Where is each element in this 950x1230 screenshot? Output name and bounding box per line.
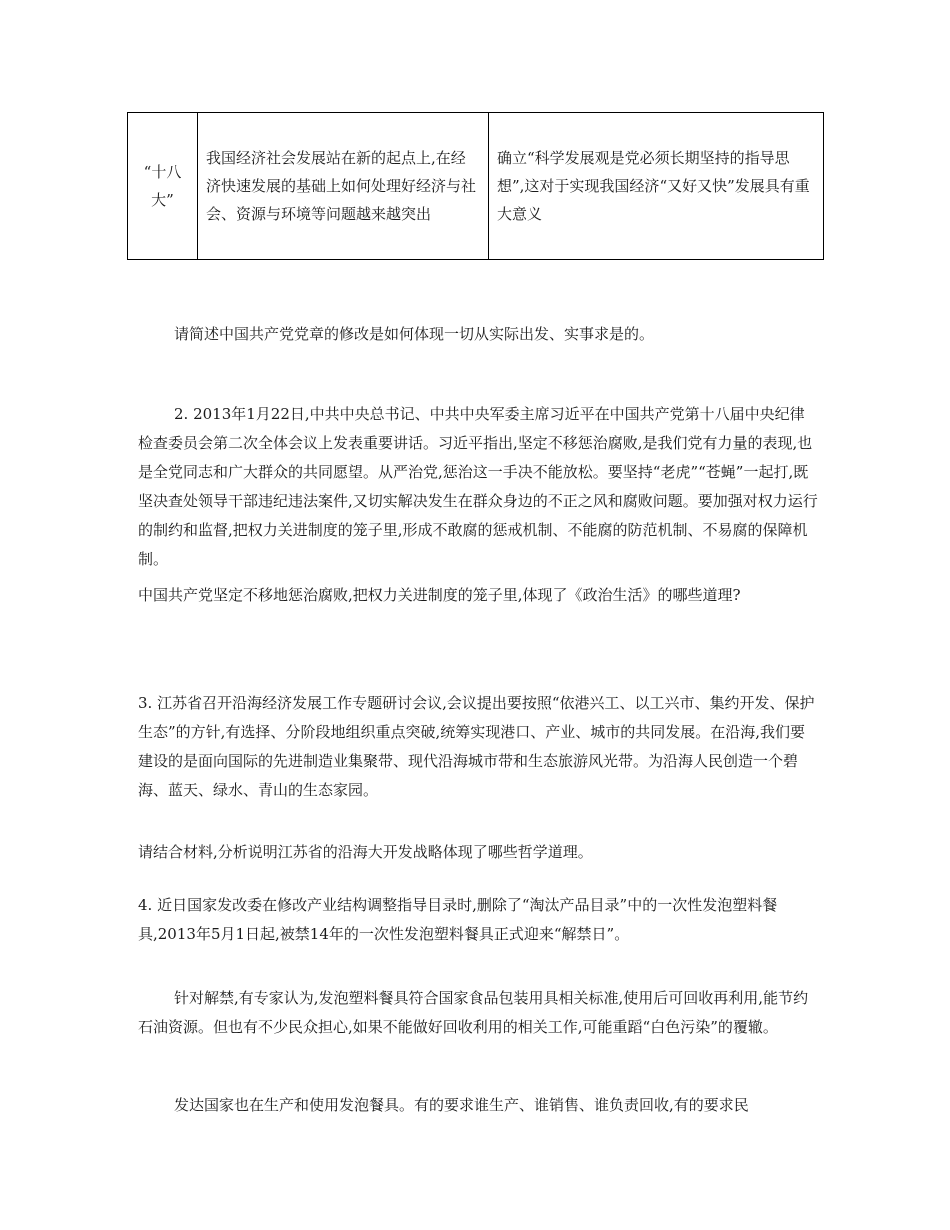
table-cell-period: “十八大”: [128, 113, 198, 260]
table-row: [128, 113, 824, 260]
question-3-text: 请结合材料,分析说明江苏省的沿海大开发战略体现了哪些哲学道理。: [138, 843, 593, 861]
question-1-text: 请简述中国共产党党章的修改是如何体现一切从实际出发、实事求是的。: [174, 325, 655, 343]
question-3-material: 3. 江苏省召开沿海经济发展工作专题研讨会议,会议提出要按照“依港兴工、以工兴市、集约开发、保护生态”的方针,有选择、分阶段地组织重点突破,统筹实现港口、产业、城市的共同发展。在沿海,我们要建设的是面向国际的先进制造业集聚带、现代沿海城市带和生态旅游风光带。为沿海人民创造一个碧海、蓝天、绿水、青山的生态家园。: [138, 694, 815, 799]
table-cell-significance: 确立“科学发展观是党必须长期坚持的指导思想”,这对于实现我国经济“又好又快”发展具有重大意义: [489, 113, 824, 260]
policy-table: [127, 112, 824, 260]
question-4-paragraph-3: 发达国家也在生产和使用发泡餐具。有的要求谁生产、谁销售、谁负责回收,有的要求民: [174, 1096, 749, 1114]
table-cell-background: 我国经济社会发展站在新的起点上,在经济快速发展的基础上如何处理好经济与社会、资源与环境等问题越来越突出: [198, 113, 489, 260]
question-2-text: 中国共产党坚定不移地惩治腐败,把权力关进制度的笼子里,体现了《政治生活》的哪些道理?: [138, 586, 741, 604]
question-2-material: 2. 2013年1月22日,中共中央总书记、中共中央军委主席习近平在中国共产党第十八届中央纪律检查委员会第二次全体会议上发表重要讲话。习近平指出,坚定不移惩治腐败,是我们党有力量的表现,也是全党同志和广大群众的共同愿望。从严治党,惩治这一手决不能放松。要坚持“老虎”“苍蝇”一起打,既坚决查处领导干部违纪违法案件,又切实解决发生在群众身边的不正之风和腐败问题。要加强对权力运行的制约和监督,把权力关进制度的笼子里,形成不敢腐的惩戒机制、不能腐的防范机制、不易腐的保障机制。: [138, 405, 818, 568]
question-4-paragraph-2: 针对解禁,有专家认为,发泡塑料餐具符合国家食品包装用具相关标准,使用后可回收再利用,能节约石油资源。但也有不少民众担心,如果不能做好回收利用的相关工作,可能重蹈“白色污染”的覆辙。: [138, 989, 809, 1036]
question-4-material: 4. 近日国家发改委在修改产业结构调整指导目录时,删除了“淘汰产品目录”中的一次性发泡塑料餐具,2013年5月1日起,被禁14年的一次性发泡塑料餐具正式迎来“解禁日”。: [138, 896, 778, 943]
